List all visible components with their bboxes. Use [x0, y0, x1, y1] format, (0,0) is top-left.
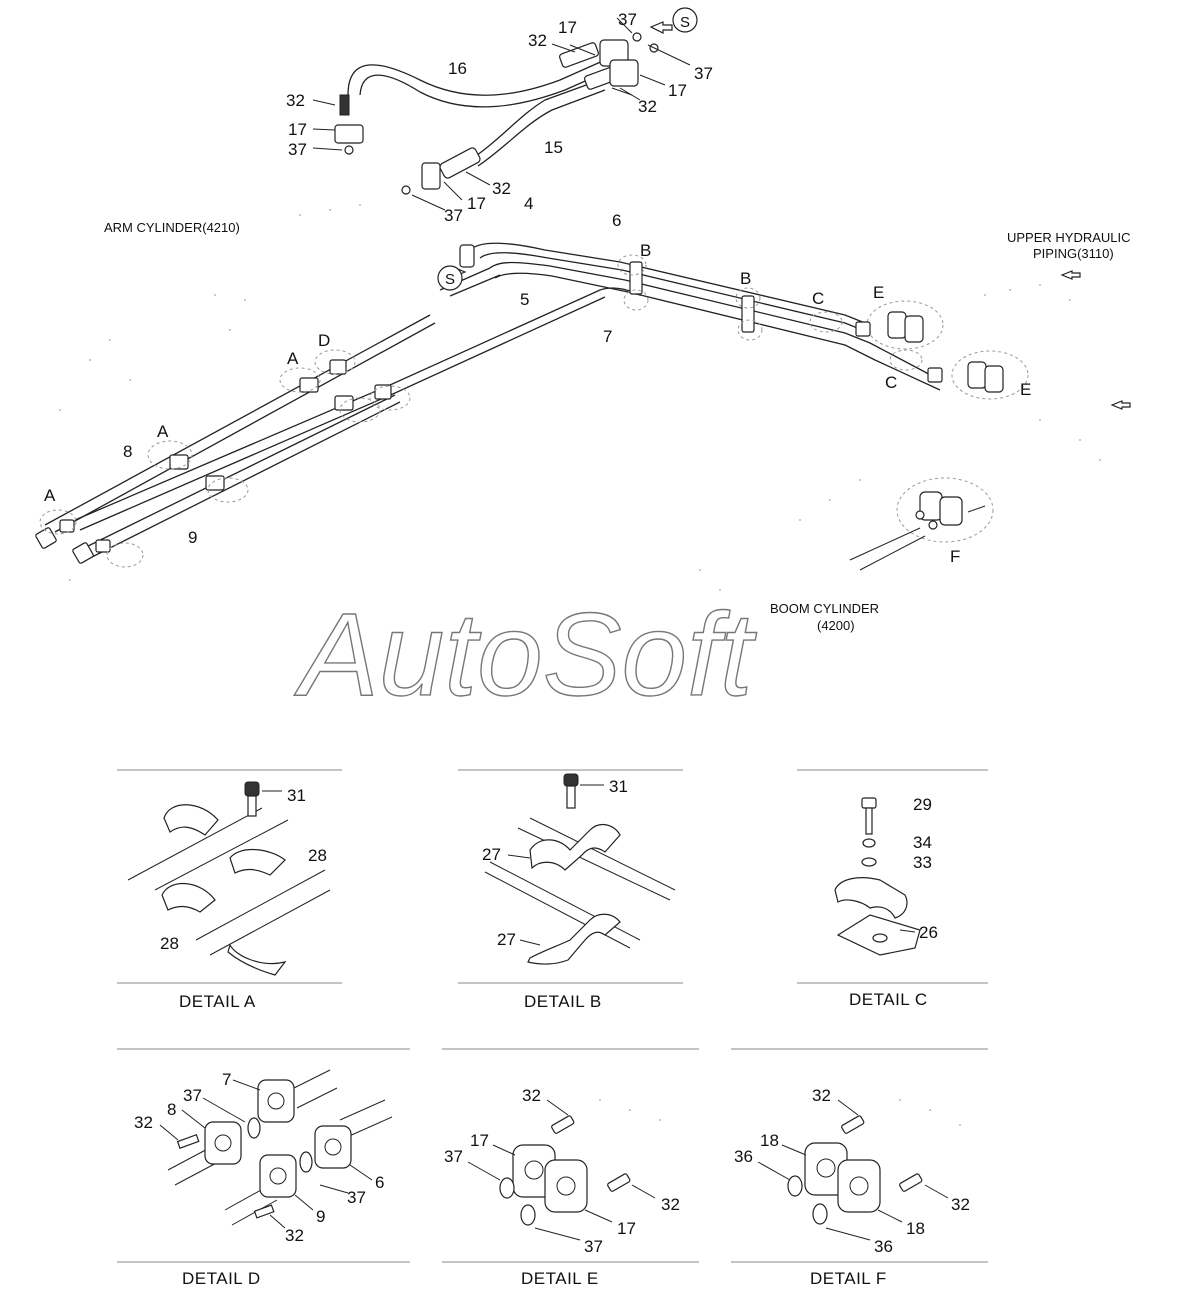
callout-15: 15	[544, 138, 563, 157]
detail-d	[117, 1049, 410, 1288]
callout-37: 37	[444, 206, 463, 225]
callout-37: 37	[694, 64, 713, 83]
detail-e-callout-32: 32	[522, 1086, 541, 1105]
callout-a: A	[44, 486, 56, 505]
arm-cylinder-label: ARM CYLINDER(4210)	[104, 220, 240, 235]
callout-e: E	[873, 283, 885, 302]
detail-b-caption: DETAIL B	[524, 992, 602, 1011]
detail-f-callout-36: 36	[734, 1147, 753, 1166]
upper-hydraulic-label: PIPING(3110)	[1033, 246, 1114, 261]
detail-d-caption: DETAIL D	[182, 1269, 261, 1288]
detail-d-callout-9: 9	[316, 1207, 326, 1226]
detail-a	[117, 770, 342, 1011]
main-callouts	[44, 10, 1131, 633]
callout-a: A	[157, 422, 169, 441]
upper-hydraulic-label: UPPER HYDRAULIC	[1007, 230, 1131, 245]
callout-9: 9	[188, 528, 198, 547]
pipe-assembly-main	[35, 243, 1130, 570]
callout-7: 7	[603, 327, 613, 346]
detail-c-callout-33: 33	[913, 853, 932, 872]
detail-c	[797, 770, 988, 1009]
callout-17: 17	[288, 120, 307, 139]
detail-e-callout-17: 17	[617, 1219, 636, 1238]
detail-f-callout-32: 32	[951, 1195, 970, 1214]
detail-b-callout-27: 27	[497, 930, 516, 949]
watermark: AutoSoft	[300, 589, 753, 721]
detail-e-callout-32: 32	[661, 1195, 680, 1214]
callout-37: 37	[288, 140, 307, 159]
callout-d: D	[318, 331, 331, 350]
detail-b-callout-31: 31	[609, 777, 628, 796]
detail-f-caption: DETAIL F	[810, 1269, 887, 1288]
detail-e-callout-37: 37	[444, 1147, 463, 1166]
detail-d-callout-37: 37	[347, 1188, 366, 1207]
detail-a-callout-28: 28	[160, 934, 179, 953]
callout-b: B	[640, 241, 652, 260]
callout-e: E	[1020, 380, 1032, 399]
detail-e-callout-37: 37	[584, 1237, 603, 1256]
detail-d-callout-6: 6	[375, 1173, 385, 1192]
detail-b	[458, 770, 683, 1011]
detail-c-caption: DETAIL C	[849, 990, 928, 1009]
callout-37: 37	[618, 10, 637, 29]
detail-d-callout-37: 37	[183, 1086, 202, 1105]
callout-17: 17	[558, 18, 577, 37]
callout-32: 32	[492, 179, 511, 198]
detail-d-callout-7: 7	[222, 1070, 232, 1089]
detail-d-callout-32: 32	[134, 1113, 153, 1132]
detail-f	[731, 1049, 988, 1288]
detail-a-callout-31: 31	[287, 786, 306, 805]
detail-e-caption: DETAIL E	[521, 1269, 599, 1288]
callout-32: 32	[286, 91, 305, 110]
detail-e-callout-17: 17	[470, 1131, 489, 1150]
detail-f-callout-18: 18	[906, 1219, 925, 1238]
detail-a-caption: DETAIL A	[179, 992, 256, 1011]
detail-b-callout-27: 27	[482, 845, 501, 864]
callout-a: A	[287, 349, 299, 368]
callout-s-top: S	[680, 14, 691, 31]
callout-16: 16	[448, 59, 467, 78]
callout-s-mid: S	[445, 271, 456, 288]
detail-c-callout-29: 29	[913, 795, 932, 814]
callout-c: C	[885, 373, 898, 392]
detail-a-callout-28: 28	[308, 846, 327, 865]
detail-c-callout-26: 26	[919, 923, 938, 942]
callout-4: 4	[524, 194, 534, 213]
callout-f: F	[950, 547, 961, 566]
boom-cylinder-label: BOOM CYLINDER	[770, 601, 880, 616]
callout-17: 17	[668, 81, 687, 100]
callout-c: C	[812, 289, 825, 308]
detail-d-callout-8: 8	[167, 1100, 177, 1119]
detail-e	[442, 1049, 699, 1288]
detail-f-callout-36: 36	[874, 1237, 893, 1256]
detail-f-callout-32: 32	[812, 1086, 831, 1105]
detail-c-callout-34: 34	[913, 833, 932, 852]
callout-6: 6	[612, 211, 622, 230]
boom-cylinder-label: (4200)	[817, 618, 855, 633]
callout-32: 32	[528, 31, 547, 50]
callout-32: 32	[638, 97, 657, 116]
detail-f-callout-18: 18	[760, 1131, 779, 1150]
callout-5: 5	[520, 290, 530, 309]
detail-d-callout-32: 32	[285, 1226, 304, 1245]
callout-8: 8	[123, 442, 133, 461]
callout-b: B	[740, 269, 752, 288]
callout-17: 17	[467, 194, 486, 213]
